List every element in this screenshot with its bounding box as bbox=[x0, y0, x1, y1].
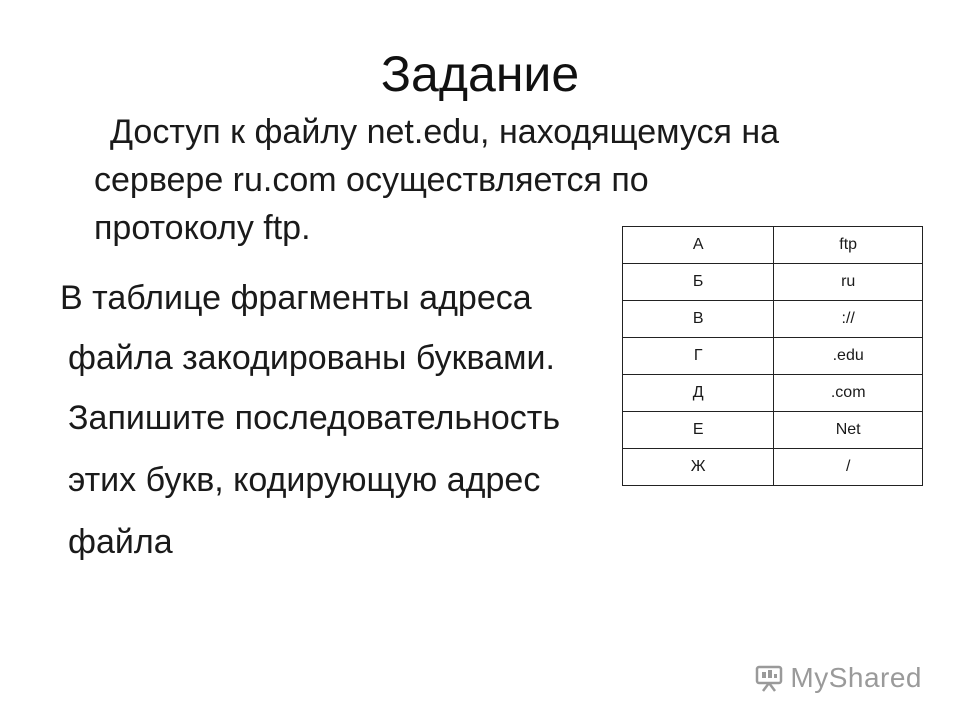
table-cell-fragment: .com bbox=[774, 375, 923, 412]
intro-line: протоколу ftp. bbox=[94, 209, 311, 247]
table-cell-fragment: ru bbox=[774, 264, 923, 301]
watermark-logo bbox=[754, 662, 922, 694]
body-line: файла bbox=[68, 523, 173, 561]
body-line: Запишите последовательность bbox=[68, 399, 561, 437]
code-table bbox=[622, 226, 923, 486]
slide-title: Задание bbox=[380, 46, 580, 102]
table-cell-fragment: ftp bbox=[774, 227, 923, 264]
table-cell-letter: А bbox=[623, 227, 774, 264]
body-line: файла закодированы буквами. bbox=[68, 339, 555, 377]
intro-line: Доступ к файлу net.edu, находящемуся на bbox=[110, 113, 780, 151]
watermark-text: MyShared bbox=[790, 662, 922, 693]
table-cell-letter: В bbox=[623, 301, 774, 338]
table-row bbox=[623, 449, 923, 486]
table-cell-fragment: / bbox=[774, 449, 923, 486]
table-cell-fragment: Net bbox=[774, 412, 923, 449]
table-row bbox=[623, 375, 923, 412]
body-line: этих букв, кодирующую адрес bbox=[68, 461, 541, 499]
table-row bbox=[623, 264, 923, 301]
table-cell-fragment: :// bbox=[774, 301, 923, 338]
table-cell-letter: Ж bbox=[623, 449, 774, 486]
presentation-board-icon bbox=[754, 663, 784, 693]
table-cell-fragment: .edu bbox=[774, 338, 923, 375]
table-cell-letter: Б bbox=[623, 264, 774, 301]
table-cell-letter: Д bbox=[623, 375, 774, 412]
table-row bbox=[623, 338, 923, 375]
table-row bbox=[623, 301, 923, 338]
table-cell-letter: Е bbox=[623, 412, 774, 449]
intro-line: сервере ru.com осуществляется по bbox=[94, 161, 649, 199]
table-row bbox=[623, 227, 923, 264]
body-line: В таблице фрагменты адреса bbox=[60, 279, 532, 317]
table-cell-letter: Г bbox=[623, 338, 774, 375]
table-row bbox=[623, 412, 923, 449]
